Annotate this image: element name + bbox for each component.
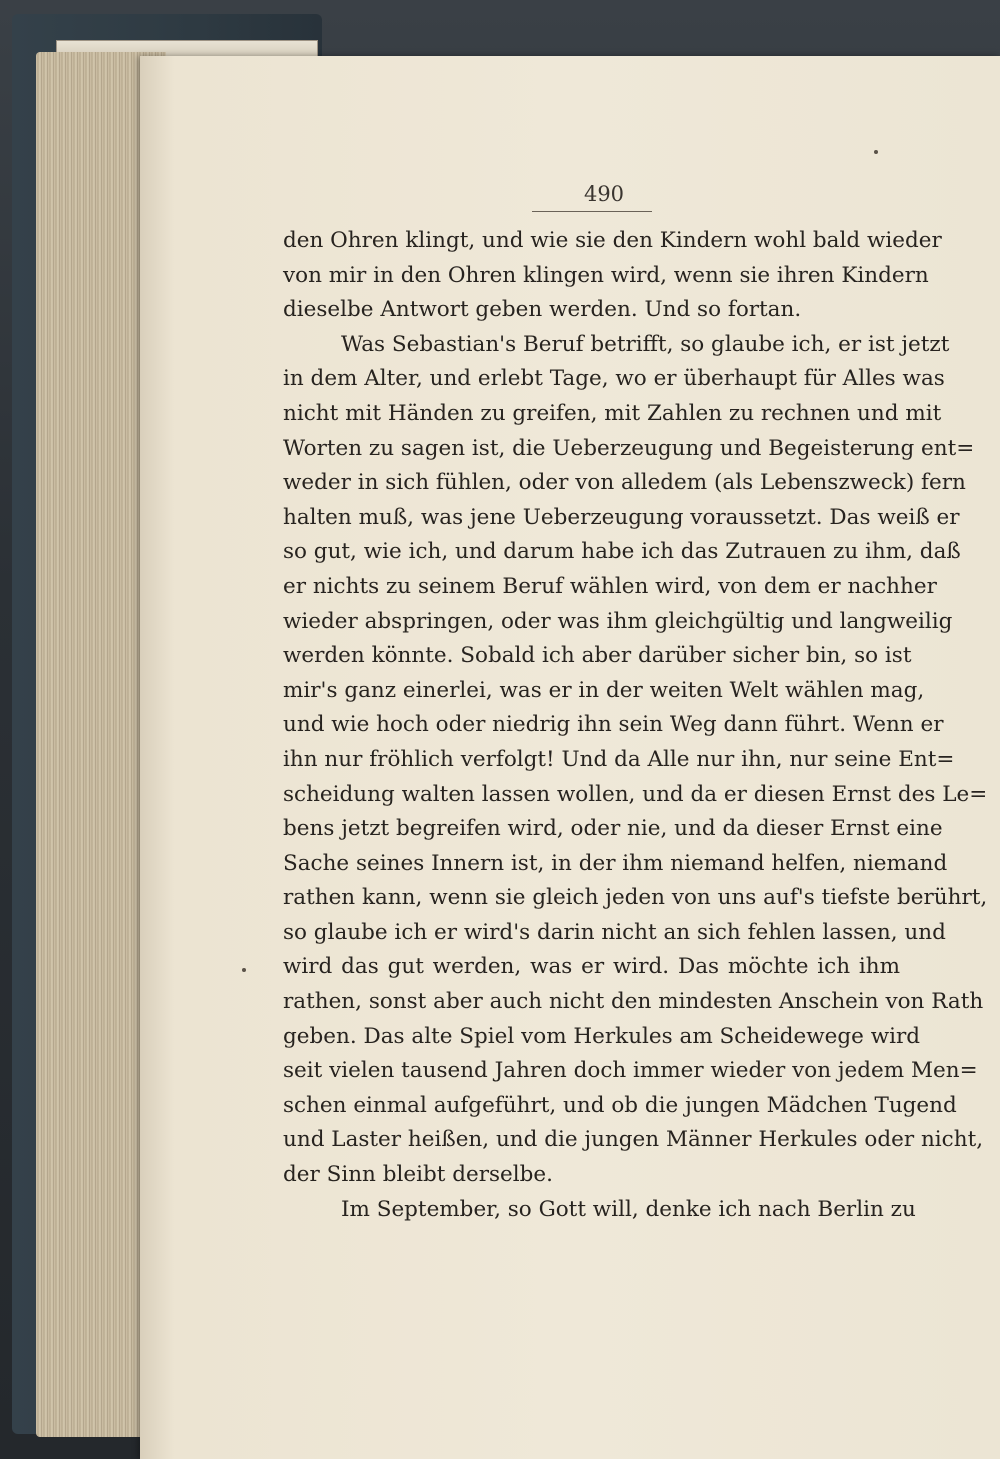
- ink-speck: [874, 150, 878, 154]
- text-line: und wie hoch oder niedrig ihn sein Weg dann führt. Wenn er: [283, 712, 944, 738]
- text-line: nicht mit Händen zu greifen, mit Zahlen zu rechnen und mit: [283, 400, 942, 426]
- text-line: schen einmal aufgeführt, und ob die jungen Mädchen Tugend: [283, 1092, 957, 1118]
- text-line: ihn nur fröhlich verfolgt! Und da Alle nur ihn, nur seine Ent=: [283, 746, 955, 772]
- text-line: dieselbe Antwort geben werden. Und so fortan.: [283, 297, 802, 323]
- text-line: wird das gut werden, was er wird. Das möchte ich ihm: [283, 954, 900, 980]
- text-line: von mir in den Ohren klingen wird, wenn sie ihren Kindern: [283, 262, 929, 288]
- text-line: seit vielen tausend Jahren doch immer wieder von jedem Men=: [283, 1058, 978, 1084]
- text-line: bens jetzt begreifen wird, oder nie, und da dieser Ernst eine: [283, 816, 943, 842]
- text-line: so glaube ich er wird's darin nicht an sich fehlen lassen, und: [283, 919, 946, 945]
- text-line: halten muß, was jene Ueberzeugung voraussetzt. Das weiß er: [283, 504, 960, 530]
- text-line: werden könnte. Sobald ich aber darüber sicher bin, so ist: [283, 643, 912, 669]
- text-line: in dem Alter, und erlebt Tage, wo er überhaupt für Alles was: [283, 366, 945, 392]
- text-line: geben. Das alte Spiel vom Herkules am Scheidewege wird: [283, 1023, 921, 1049]
- text-line: Sache seines Innern ist, in der ihm niemand helfen, niemand: [283, 850, 948, 876]
- text-line: Was Sebastian's Beruf betrifft, so glaube ich, er ist jetzt: [341, 331, 950, 357]
- text-line: rathen, sonst aber auch nicht den mindesten Anschein von Rath: [283, 989, 984, 1015]
- text-line: weder in sich fühlen, oder von alledem (als Lebenszweck) fern: [283, 470, 966, 496]
- ink-speck: [242, 968, 246, 972]
- page-number: 490: [583, 182, 625, 206]
- text-line: Worten zu sagen ist, die Ueberzeugung und Begeisterung ent=: [283, 435, 975, 461]
- text-line: scheidung walten lassen wollen, und da er diesen Ernst des Le=: [283, 781, 988, 807]
- text-line: rathen kann, wenn sie gleich jeden von uns auf's tiefste berührt,: [283, 885, 988, 911]
- text-line: mir's ganz einerlei, was er in der weiten Welt wählen mag,: [283, 677, 925, 703]
- text-line: er nichts zu seinem Beruf wählen wird, von dem er nachher: [283, 573, 937, 599]
- text-line: wieder abspringen, oder was ihm gleichgültig und langweilig: [283, 608, 953, 634]
- book-page: [140, 56, 1000, 1459]
- text-line: und Laster heißen, und die jungen Männer Herkules oder nicht,: [283, 1127, 984, 1153]
- text-line: der Sinn bleibt derselbe.: [283, 1162, 553, 1188]
- header-rule: [532, 211, 652, 212]
- body-text: [283, 224, 988, 1227]
- text-line: so gut, wie ich, und darum habe ich das Zutrauen zu ihm, daß: [283, 539, 961, 565]
- text-line: Im September, so Gott will, denke ich nach Berlin zu: [341, 1196, 916, 1222]
- text-line: den Ohren klingt, und wie sie den Kindern wohl bald wieder: [283, 228, 942, 253]
